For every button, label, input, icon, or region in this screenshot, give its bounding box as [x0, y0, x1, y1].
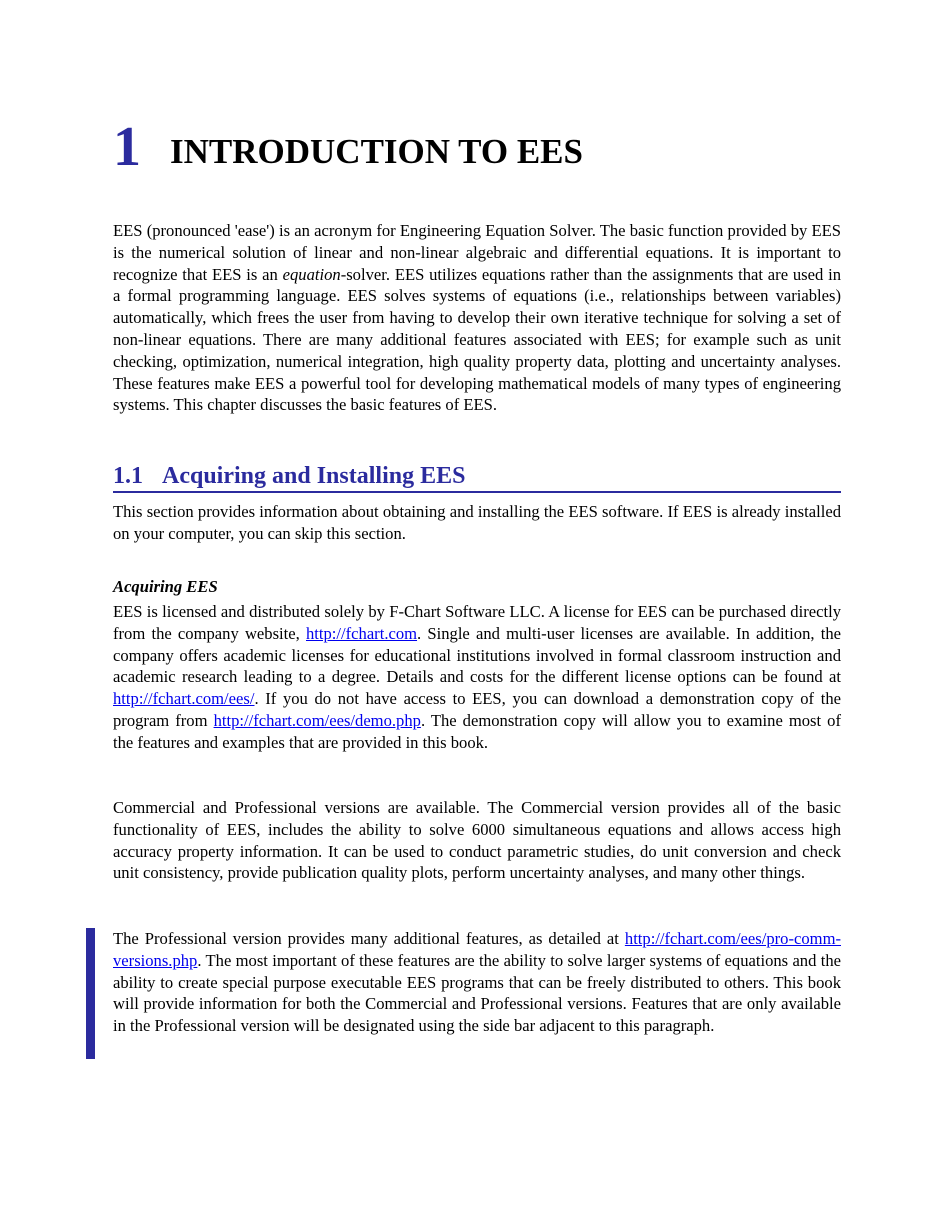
professional-paragraph: [113, 928, 841, 1037]
intro-text-b: -solver. EES utilizes equations rather than the assignments that are used in a formal programming language. EES solves systems of equations (i.e., relationships between variables) automatically, which frees the user from having to develop their own iterative technique for solving a set of non-linear equations. There are many additional features associated with EES; for example such as unit checking, optimization, numerical integration, high quality property data, plotting and uncertainty analyses. These features make EES a powerful tool for developing mathematical models of many types of engineering systems. This chapter discusses the basic features of EES.: [113, 264, 841, 415]
acquiring-text-b: . Single and multi-user licenses are available. In addition, the company offers academic licenses for educational institutions involved in formal classroom instruction and academic research leading to a degree. Details and costs for the different license options can be found at: [113, 623, 841, 687]
intro-paragraph: [113, 220, 841, 416]
fchart-demo-link[interactable]: http://fchart.com/ees/demo.php: [213, 710, 421, 730]
chapter-heading: [113, 112, 841, 182]
pro-comm-versions-link[interactable]: http://fchart.com/ees/pro-comm-versions.php: [113, 929, 841, 970]
professional-text-a: The Professional version provides many additional features, as detailed at: [113, 929, 625, 948]
intro-text-a: EES (pronounced 'ease') is an acronym for Engineering Equation Solver. The basic function provided by EES is the numerical solution of linear and non-linear algebraic and differential equations. It is important to recognize that EES is an: [113, 221, 841, 284]
professional-version-side-bar: [86, 928, 95, 1059]
acquiring-paragraph: [113, 601, 841, 754]
section-heading: [113, 461, 841, 493]
chapter-number: 1: [113, 116, 141, 178]
acquiring-text-a: EES is licensed and distributed solely by F-Chart Software LLC. A license for EES can be purchased directly from the company website,: [113, 602, 841, 643]
acquiring-text-c: . If you do not have access to EES, you can download a demonstration copy of the program from: [113, 689, 841, 730]
acquiring-subheading: Acquiring EES: [113, 577, 218, 596]
fchart-ees-link[interactable]: http://fchart.com/ees/: [113, 689, 255, 709]
chapter-title: INTRODUCTION TO EES: [170, 132, 583, 171]
professional-text-b: . The most important of these features are the ability to solve larger systems of equations and the ability to create special purpose executable EES programs that can be freely distributed to others. This book will provide information for both the Commercial and Professional versions. Features that are only available in the Professional version will be designated using the side bar adjacent to this paragraph.: [113, 950, 841, 1036]
section-title: Acquiring and Installing EES: [162, 463, 466, 489]
versions-paragraph: Commercial and Professional versions are available. The Commercial version provides all of the basic functionality of EES, includes the ability to solve 6000 simultaneous equations and allows access high accuracy property information. It can be used to conduct parametric studies, do unit conversion and check unit consistency, provide publication quality plots, perform uncertainty analyses, and many other things.: [113, 798, 841, 883]
section-intro-paragraph: This section provides information about obtaining and installing the EES software. If EES is already installed on your computer, you can skip this section.: [113, 502, 841, 543]
fchart-home-link[interactable]: http://fchart.com: [305, 623, 418, 643]
acquiring-text-d: . The demonstration copy will allow you to examine most of the features and examples that are provided in this book.: [113, 710, 841, 752]
intro-emphasis: equation: [282, 264, 341, 284]
section-number: 1.1: [113, 463, 143, 489]
